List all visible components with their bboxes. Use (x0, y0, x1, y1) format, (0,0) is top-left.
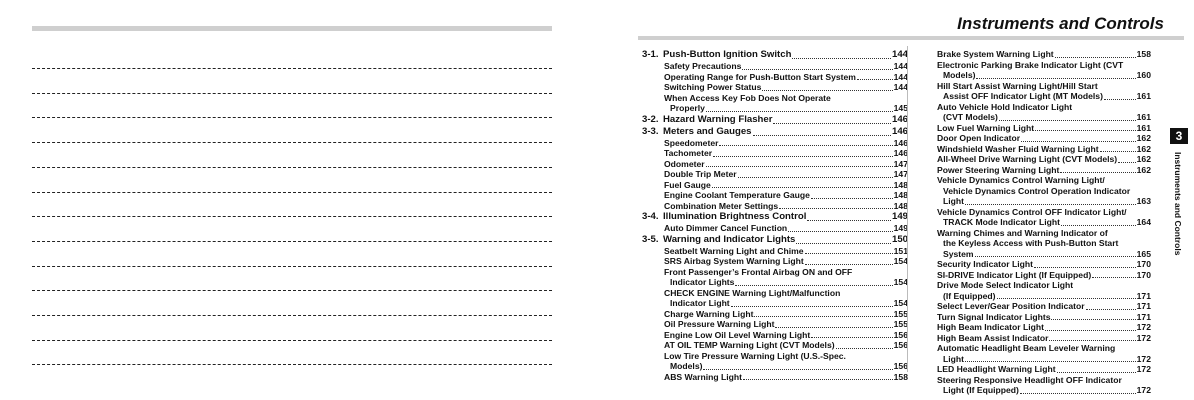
page-number: 172 (1136, 364, 1151, 374)
entry-title-line: When Access Key Fob Does Not Operate (664, 92, 831, 103)
dot-leader (779, 208, 893, 209)
page-number: 156 (893, 340, 908, 350)
toc-entry-multiline (937, 343, 1151, 364)
entry-title: Double Trip Meter (664, 169, 737, 179)
toc-entry (642, 190, 908, 201)
page-number: 171 (1136, 311, 1151, 322)
entry-title: Turn Signal Indicator Lights (937, 311, 1051, 322)
entry-title: Speedometer (664, 137, 719, 148)
note-line (32, 192, 552, 193)
dot-leader (706, 166, 893, 167)
entry-title: Low Fuel Warning Light (937, 122, 1035, 133)
page-number: 148 (893, 190, 908, 200)
dot-leader (731, 306, 893, 307)
dot-leader (805, 264, 893, 265)
entry-title: LED Headlight Warning Light (937, 364, 1056, 374)
entry-title: Tachometer (664, 148, 713, 158)
dot-leader (775, 327, 892, 328)
dot-leader (836, 348, 893, 349)
toc-entry (937, 70, 1151, 81)
dot-leader (712, 187, 893, 188)
page-number: 146 (891, 125, 908, 137)
dot-leader (792, 58, 891, 59)
entry-title: Light (If Equipped) (943, 385, 1019, 395)
dot-leader (811, 337, 892, 338)
toc-entry (642, 330, 908, 341)
entry-title-line: Vehicle Dynamics Control Warning Light/ (937, 175, 1105, 185)
toc-entry-multiline (937, 60, 1151, 81)
entry-title: Operating Range for Push-Button Start System (664, 71, 856, 82)
dot-leader (1092, 277, 1135, 278)
toc-entry-multiline (937, 175, 1151, 207)
entry-title-line: Vehicle Dynamics Control OFF Indicator Light/ (937, 206, 1127, 217)
dot-leader (762, 90, 892, 91)
page-number: 158 (893, 371, 908, 382)
entry-title: TRACK Mode Indicator Light (943, 217, 1060, 227)
toc-entry (642, 169, 908, 180)
toc-entry (937, 322, 1151, 333)
dot-leader (719, 145, 892, 146)
dot-leader (753, 135, 891, 136)
page-number: 172 (1136, 332, 1151, 343)
dot-leader (1061, 225, 1136, 226)
page-number: 154 (893, 277, 908, 287)
entry-title: Assist OFF Indicator Light (MT Models) (943, 91, 1103, 101)
toc-entry (642, 114, 908, 126)
page-number: 161 (1136, 122, 1151, 133)
page-number: 149 (893, 223, 908, 233)
toc-entry (642, 103, 908, 114)
toc-entry (937, 165, 1151, 176)
entry-title: SRS Airbag System Warning Light (664, 256, 804, 266)
page-number: 172 (1136, 385, 1151, 395)
toc-entry (937, 133, 1151, 144)
entry-title: Auto Dimmer Cancel Function (664, 223, 788, 233)
note-line (32, 216, 552, 217)
page-number: 150 (891, 233, 908, 245)
dot-leader (703, 369, 892, 370)
page-number: 147 (893, 169, 908, 179)
page-number: 149 (891, 211, 908, 222)
toc-entry (642, 256, 908, 267)
page-number: 171 (1136, 301, 1151, 311)
entry-title: Indicator Lights (670, 277, 735, 287)
page-number: 162 (1136, 164, 1151, 175)
note-line (32, 364, 552, 365)
entry-title: Engine Coolant Temperature Gauge (664, 190, 810, 200)
dot-leader (1118, 162, 1136, 163)
dot-leader (997, 298, 1136, 299)
entry-title: Charge Warning Light (664, 308, 754, 319)
toc-entry (937, 364, 1151, 375)
page-number: 144 (893, 71, 908, 82)
page-number: 161 (1136, 112, 1151, 122)
toc-entry (937, 91, 1151, 102)
entry-title-line: Vehicle Dynamics Control Operation Indicator (943, 185, 1131, 196)
toc-entry (642, 61, 908, 72)
entry-title: Odometer (664, 158, 705, 169)
chapter-tab-number: 3 (1170, 128, 1188, 144)
note-line (32, 93, 552, 94)
entry-title: (If Equipped) (943, 290, 996, 301)
page-number: 170 (1136, 269, 1151, 280)
entry-title: Warning and Indicator Lights (663, 233, 796, 245)
note-line (32, 241, 552, 242)
dot-leader (1051, 319, 1135, 320)
toc-entry (642, 201, 908, 212)
toc-entry-multiline (937, 81, 1151, 102)
toc-entry-multiline (937, 102, 1151, 123)
entry-title: Select Lever/Gear Position Indicator (937, 301, 1085, 311)
page-number: 163 (1136, 196, 1151, 206)
page-number: 144 (893, 61, 908, 71)
entry-title: Push-Button Ignition Switch (663, 49, 792, 60)
entry-title-line: the Keyless Access with Push-Button Start (943, 238, 1119, 248)
toc-entry-multiline (937, 207, 1151, 228)
entry-title: Door Open Indicator (937, 133, 1021, 143)
page-number: 171 (1136, 290, 1151, 301)
page-number: 156 (893, 361, 908, 371)
toc-entry (937, 154, 1151, 165)
dot-leader (713, 156, 893, 157)
toc-entry-multiline (937, 228, 1151, 260)
page-number: 148 (893, 179, 908, 190)
entry-title: Hazard Warning Flasher (663, 113, 773, 125)
page-number: 162 (1136, 143, 1151, 154)
toc-entry (642, 234, 908, 246)
toc-entry (937, 291, 1151, 302)
toc-entry (937, 196, 1151, 207)
entry-title: Meters and Gauges (663, 125, 752, 137)
toc-entry (642, 277, 908, 288)
page-number: 162 (1136, 154, 1151, 164)
entry-title-line: Hill Start Assist Warning Light/Hill Start (937, 80, 1098, 91)
toc-entry (642, 180, 908, 191)
toc-entry (937, 259, 1151, 270)
chapter-title: Instruments and Controls (957, 14, 1164, 33)
page-number: 145 (893, 103, 908, 113)
toc-entry (642, 340, 908, 351)
entry-title-line: Steering Responsive Headlight OFF Indicator (937, 374, 1122, 385)
toc-entry-multiline (642, 267, 908, 288)
dot-leader (788, 231, 892, 232)
page-number: 155 (893, 319, 908, 329)
toc-entry (937, 217, 1151, 228)
entry-title: Security Indicator Light (937, 259, 1033, 269)
toc-entry (937, 270, 1151, 281)
entry-title: (CVT Models) (943, 112, 998, 122)
toc-entry (642, 148, 908, 159)
dot-leader (965, 204, 1136, 205)
chapter-tab-label: Instruments and Controls (1173, 152, 1183, 256)
toc-entry (642, 49, 908, 61)
dot-leader (1034, 267, 1136, 268)
entry-title: Switching Power Status (664, 82, 762, 92)
page-number: 162 (1136, 133, 1151, 143)
dot-leader (1049, 340, 1135, 341)
page-number: 144 (891, 49, 908, 60)
section-number: 3-5. (642, 233, 659, 245)
dot-leader (1035, 130, 1136, 131)
note-line (32, 340, 552, 341)
page-number: 172 (1136, 353, 1151, 364)
entry-title: AT OIL TEMP Warning Light (CVT Models) (664, 340, 835, 350)
toc-entry (642, 361, 908, 372)
toc-entry (937, 333, 1151, 344)
top-rule (32, 26, 552, 31)
toc-entry-multiline (642, 288, 908, 309)
entry-title: Windshield Washer Fluid Warning Light (937, 143, 1099, 154)
page-number: 170 (1136, 259, 1151, 269)
entry-title-line: CHECK ENGINE Warning Light/Malfunction (664, 287, 841, 298)
entry-title: Power Steering Warning Light (937, 164, 1060, 175)
toc-entry (937, 312, 1151, 323)
entry-title: Light (943, 196, 964, 206)
dot-leader (735, 285, 892, 286)
note-line (32, 315, 552, 316)
entry-title-line: Drive Mode Select Indicator Light (937, 280, 1074, 290)
entry-title: System (943, 248, 974, 259)
entry-title: Combination Meter Settings (664, 200, 779, 211)
entry-title: Light (943, 353, 964, 364)
toc-entry-multiline (642, 351, 908, 372)
page-number: 156 (893, 329, 908, 340)
entry-title-line: Low Tire Pressure Warning Light (U.S.-Spec. (664, 350, 846, 361)
dot-leader (1045, 330, 1136, 331)
toc-entry (642, 372, 908, 383)
toc-entry-multiline (937, 375, 1151, 396)
toc-entry-multiline (937, 280, 1151, 301)
page-number: 146 (893, 148, 908, 158)
page-number: 164 (1136, 217, 1151, 227)
section-number: 3-1. (642, 49, 659, 60)
dot-leader (1055, 57, 1136, 58)
entry-title: Engine Low Oil Level Warning Light (664, 329, 811, 340)
dot-leader (1086, 309, 1136, 310)
page-number: 146 (891, 113, 908, 125)
dot-leader (857, 79, 893, 80)
title-rule (638, 36, 1184, 40)
entry-title: Oil Pressure Warning Light (664, 319, 775, 329)
entry-title: Indicator Light (670, 298, 730, 308)
dot-leader (1021, 141, 1136, 142)
entry-title: SI-DRIVE Indicator Light (If Equipped) (937, 269, 1092, 280)
dot-leader (811, 198, 893, 199)
entry-title-line: Automatic Headlight Beam Leveler Warning (937, 343, 1116, 353)
toc-entry (642, 211, 908, 223)
dot-leader (805, 253, 893, 254)
entry-title: Fuel Gauge (664, 179, 711, 190)
entry-title: ABS Warning Light (664, 371, 742, 382)
toc-entry (642, 246, 908, 257)
section-number: 3-4. (642, 211, 659, 222)
page-number: 144 (893, 82, 908, 92)
page-number: 148 (893, 200, 908, 211)
entry-title: Models) (670, 361, 703, 371)
page-number: 160 (1136, 70, 1151, 80)
note-line (32, 167, 552, 168)
entry-title: All-Wheel Drive Warning Light (CVT Models) (937, 154, 1118, 164)
dot-leader (738, 177, 893, 178)
dot-leader (807, 220, 891, 221)
page-number: 165 (1136, 248, 1151, 259)
note-line (32, 290, 552, 291)
notes-page (0, 0, 560, 400)
page-number: 154 (893, 298, 908, 308)
note-line (32, 117, 552, 118)
dot-leader (975, 256, 1136, 257)
page-number: 161 (1136, 91, 1151, 101)
dot-leader (706, 111, 893, 112)
note-line (32, 142, 552, 143)
dot-leader (999, 120, 1136, 121)
dot-leader (1020, 393, 1136, 394)
entry-title: Brake System Warning Light (937, 49, 1054, 59)
dot-leader (796, 243, 891, 244)
entry-title-line: Electronic Parking Brake Indicator Light (CVT (937, 59, 1124, 70)
dot-leader (1104, 99, 1136, 100)
entry-title: Safety Precautions (664, 61, 742, 71)
page-number: 172 (1136, 322, 1151, 332)
toc-entry (937, 354, 1151, 365)
toc-entry (642, 82, 908, 93)
toc-entry (937, 301, 1151, 312)
toc-entry (937, 112, 1151, 123)
note-line (32, 266, 552, 267)
dot-leader (773, 123, 891, 124)
toc-entry (642, 72, 908, 83)
toc-entry (937, 385, 1151, 396)
dot-leader (754, 316, 892, 317)
entry-title: High Beam Assist Indicator (937, 332, 1049, 343)
toc-entry (642, 309, 908, 320)
toc-entry (937, 123, 1151, 134)
page-number: 158 (1136, 49, 1151, 59)
dot-leader (743, 379, 893, 380)
page-number: 155 (893, 308, 908, 319)
toc-entry (642, 126, 908, 138)
page-number: 146 (893, 137, 908, 148)
toc-entry (937, 49, 1151, 60)
note-line (32, 68, 552, 69)
entry-title-line: Warning Chimes and Warning Indicator of (937, 227, 1108, 238)
dot-leader (965, 361, 1136, 362)
dot-leader (1060, 172, 1135, 173)
toc-entry (937, 144, 1151, 155)
toc-entry (642, 138, 908, 149)
page-number: 151 (893, 245, 908, 256)
page-number: 147 (893, 158, 908, 169)
page-number: 154 (893, 256, 908, 266)
toc-column-2 (937, 49, 1151, 396)
dot-leader (742, 69, 892, 70)
entry-title: High Beam Indicator Light (937, 322, 1044, 332)
toc-entry (937, 249, 1151, 260)
toc-entry (642, 159, 908, 170)
dot-leader (1100, 151, 1136, 152)
toc-entry-multiline (642, 93, 908, 114)
entry-title: Models) (943, 70, 976, 80)
entry-title: Properly (670, 103, 705, 113)
toc-entry (642, 319, 908, 330)
column-divider (907, 46, 908, 372)
entry-title-line: Auto Vehicle Hold Indicator Light (937, 101, 1073, 112)
section-number: 3-2. (642, 113, 659, 125)
entry-title-line: Front Passenger’s Frontal Airbag ON and OFF (664, 266, 853, 277)
entry-title: Seatbelt Warning Light and Chime (664, 245, 804, 256)
toc-column-1 (642, 49, 908, 382)
dot-leader (976, 78, 1135, 79)
toc-entry (642, 298, 908, 309)
dot-leader (1057, 372, 1136, 373)
toc-entry (642, 223, 908, 234)
entry-title: Illumination Brightness Control (663, 211, 807, 222)
section-number: 3-3. (642, 125, 659, 137)
